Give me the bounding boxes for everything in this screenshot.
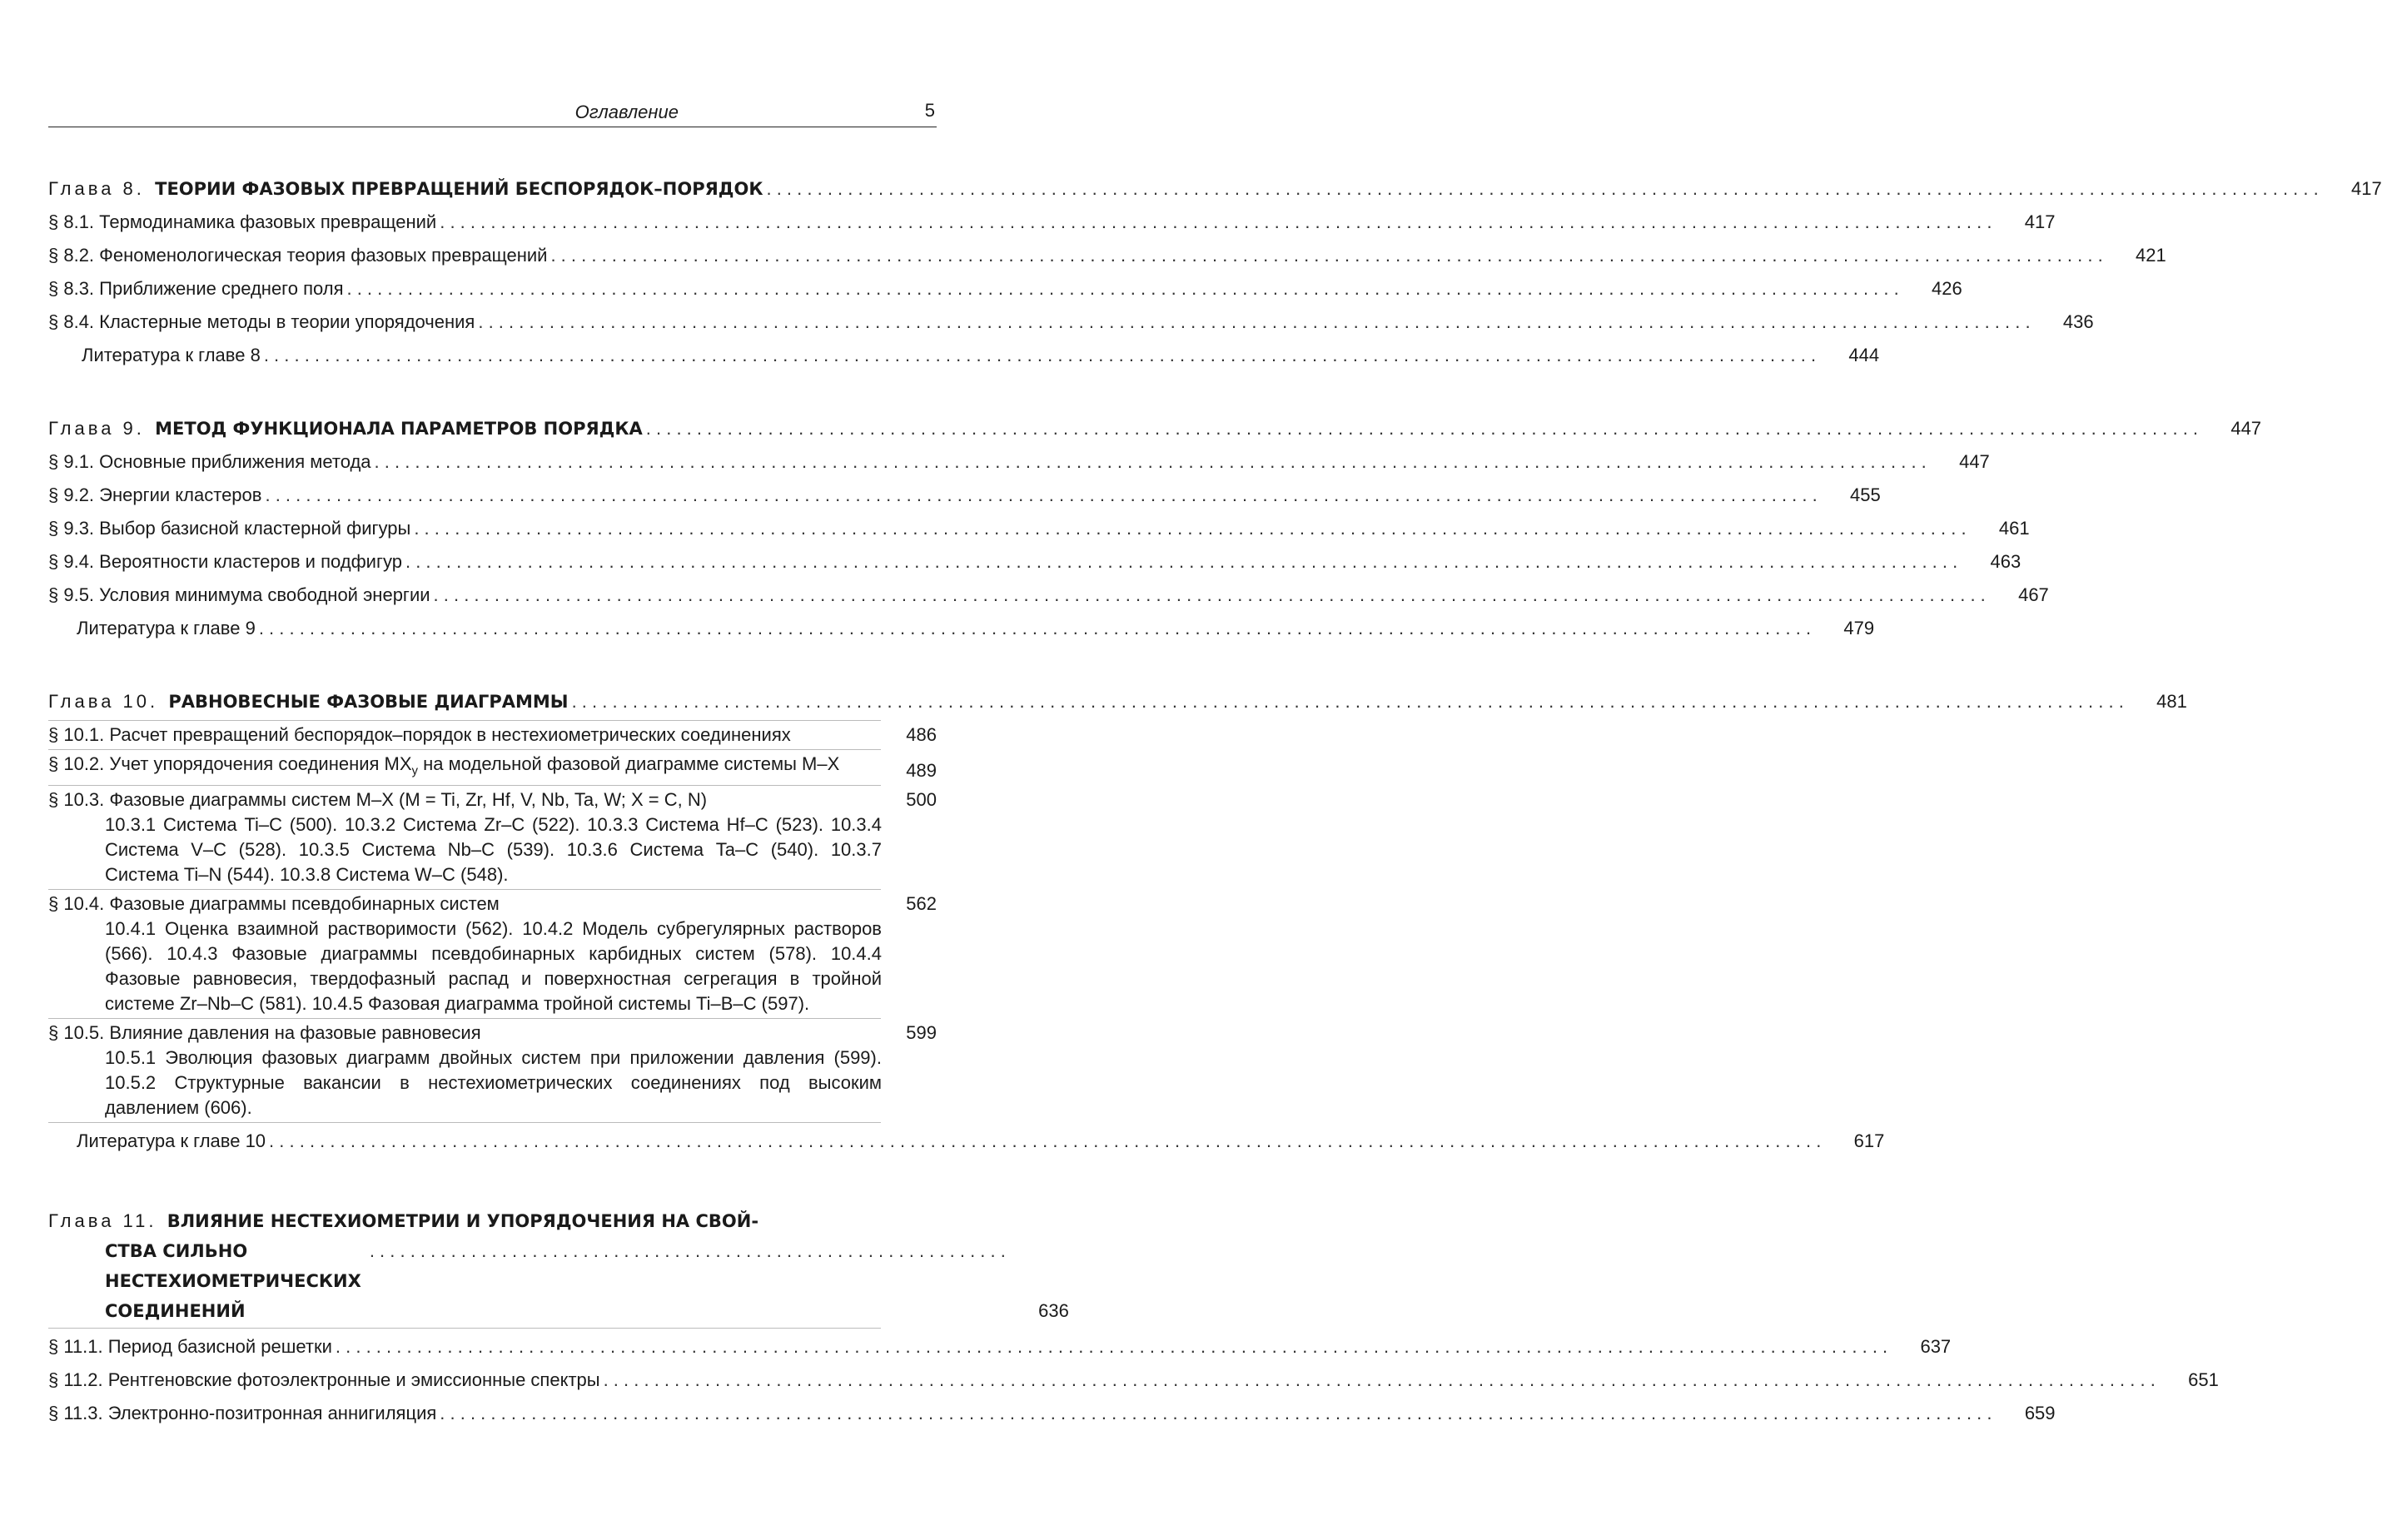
section-title: § 8.1. Термодинамика фазовых превращений [48, 211, 437, 232]
leader-dots [332, 1330, 1887, 1364]
page-ref: 444 [1848, 345, 1880, 365]
leader-dots [569, 685, 2124, 718]
section-number: § 10.3. [48, 789, 105, 811]
section-title: § 11.3. Электронно-позитронная аннигиляция [48, 1403, 437, 1424]
page-ref: 651 [2188, 1369, 2219, 1391]
spacer [48, 645, 937, 685]
section-entry[interactable] [48, 512, 2030, 545]
literature-entry[interactable] [48, 612, 1875, 645]
page-ref: 617 [1853, 1130, 1885, 1152]
literature-title: Литература к главе 9 [77, 618, 256, 638]
section-title: § 9.2. Энергии кластеров [48, 484, 262, 505]
page-ref: 599 [906, 1022, 937, 1044]
divider [48, 1328, 881, 1329]
running-head [48, 98, 937, 127]
subsection-list: 10.3.1 Система Ti–C (500). 10.3.2 Система Zr–C (522). 10.3.3 Система Hf–C (523). 10.3.4 Система V–C (528). 10.3.5 Система Nb–C (539). 10.3.6 Система Ta–C (540). 10.3.7 Система Ti–N (544). 10.3.8 Система W–C (548). [105, 814, 882, 886]
chapter-title: МЕТОД ФУНКЦИОНАЛА ПАРАМЕТРОВ ПОРЯДКА [155, 419, 643, 439]
section-entry[interactable] [48, 206, 2056, 239]
page-ref: 467 [2018, 584, 2049, 605]
section-entry[interactable] [48, 272, 1962, 306]
page-ref: 481 [2156, 691, 2187, 712]
toc-page [48, 0, 2382, 1540]
chapter-10-entry[interactable] [48, 685, 2187, 718]
section-title: Фазовые диаграммы систем M–X (M = Ti, Zr, Hf, V, Nb, Ta, W; X = C, N) [109, 789, 708, 811]
chapter-title: РАВНОВЕСНЫЕ ФАЗОВЫЕ ДИАГРАММЫ [168, 692, 569, 712]
subsection-list: 10.5.1 Эволюция фазовых диаграмм двойных систем при приложении давления (599). 10.5.2 Структурные вакансии в нестехиометрических соединениях под высоким давлением (606). [105, 1047, 882, 1119]
leader-dots [266, 1125, 1821, 1158]
page-ref: 562 [906, 893, 937, 915]
section-entry[interactable] [48, 545, 2021, 579]
page-ref: 463 [1990, 551, 2021, 572]
section-title: § 8.3. Приближение среднего поля [48, 278, 344, 299]
subscript: y [411, 763, 419, 778]
section-number: § 10.2. [48, 753, 105, 774]
leader-dots [643, 412, 2198, 445]
literature-title: Литература к главе 10 [77, 1130, 266, 1152]
divider [48, 889, 881, 890]
section-title: § 8.2. Феноменологическая теория фазовых превращений [48, 245, 548, 266]
section-entry[interactable] [48, 1397, 2056, 1430]
section-title: § 9.1. Основные приближения метода [48, 451, 371, 472]
section-title: Расчет превращений беспорядок–порядок в нестехиометрических соединениях [109, 724, 791, 745]
section-title: § 9.3. Выбор базисной кластерной фигуры [48, 518, 411, 539]
page-ref: 436 [2062, 311, 2094, 332]
chapter-label: Глава 9. [48, 418, 145, 439]
section-entry[interactable] [48, 579, 2049, 612]
table-of-contents [48, 172, 2382, 1430]
leader-dots [763, 172, 2318, 206]
section-title: Влияние давления на фазовые равновесия [109, 1022, 481, 1044]
page-ref: 461 [1998, 518, 2030, 539]
page-ref: 426 [1932, 278, 1962, 299]
leader-dots [361, 1236, 1006, 1326]
chapter-title: ТЕОРИИ ФАЗОВЫХ ПРЕВРАЩЕНИЙ БЕСПОРЯДОК–ПОРЯДОК [155, 179, 763, 199]
page-ref: 421 [2136, 245, 2166, 266]
chapter-title-cont: СТВА СИЛЬНО НЕСТЕХИОМЕТРИЧЕСКИХ СОЕДИНЕНИЙ [105, 1241, 361, 1322]
section-entry[interactable] [48, 306, 2094, 339]
literature-entry[interactable] [48, 339, 1880, 372]
divider [48, 1018, 881, 1019]
section-number: § 10.5. [48, 1022, 105, 1044]
section-number: § 10.1. [48, 724, 105, 745]
page-ref: 659 [2024, 1403, 2056, 1424]
leader-dots [261, 339, 1816, 372]
section-title [109, 752, 893, 783]
literature-entry[interactable] [48, 1125, 1885, 1158]
section-entry[interactable] [48, 239, 2166, 272]
section-title-part: Учет упорядочения соединения MX [109, 753, 412, 774]
section-10-5[interactable] [48, 1021, 937, 1120]
literature-title: Литература к главе 8 [82, 345, 261, 365]
leader-dots [371, 445, 1927, 479]
page-ref: 489 [906, 760, 937, 782]
divider [48, 749, 881, 750]
page-ref: 486 [906, 724, 937, 745]
page-ref: 417 [2351, 178, 2382, 199]
section-entry[interactable] [48, 1330, 1952, 1364]
leader-dots [402, 545, 1957, 579]
chapter-title: ВЛИЯНИЕ НЕСТЕХИОМЕТРИИ И УПОРЯДОЧЕНИЯ НА СВОЙ- [167, 1211, 759, 1232]
page-ref: 637 [1920, 1336, 1952, 1358]
section-title: Фазовые диаграммы псевдобинарных систем [109, 893, 500, 915]
section-title: § 11.1. Период базисной решетки [48, 1336, 332, 1358]
subsection-list: 10.4.1 Оценка взаимной растворимости (562). 10.4.2 Модель субрегулярных растворов (566). 10.4.3 Фазовые диаграммы псевдобинарных карбидных систем (578). 10.4.4 Фазовые равновесия, твердофазный распад и поверхностная сегрегация в тройной системе Zr–Nb–C (581). 10.4.5 Фазовая диаграмма тройной системы Ti–B–C (597). [105, 918, 882, 1015]
divider [48, 1122, 881, 1123]
chapter-label: Глава 10. [48, 691, 159, 712]
section-entry[interactable] [48, 445, 1990, 479]
chapter-9-entry[interactable] [48, 412, 2262, 445]
running-title: Оглавление [574, 102, 679, 122]
section-entry[interactable] [48, 1364, 2219, 1397]
divider [48, 785, 881, 786]
page-ref: 447 [1959, 451, 1990, 472]
page-ref: 417 [2024, 211, 2056, 232]
page-ref: 447 [2230, 418, 2262, 439]
leader-dots [410, 512, 1966, 545]
leader-dots [261, 479, 1817, 512]
chapter-label: Глава 8. [48, 178, 145, 199]
leader-dots [436, 206, 1992, 239]
chapter-11-entry[interactable] [48, 1206, 1069, 1326]
section-10-1[interactable] [48, 723, 937, 748]
section-title: § 11.2. Рентгеновские фотоэлектронные и эмиссионные спектры [48, 1369, 600, 1391]
leader-dots [430, 579, 1986, 612]
page-ref: 636 [1038, 1300, 1069, 1322]
section-title: § 8.4. Кластерные методы в теории упорядочения [48, 311, 475, 332]
leader-dots [436, 1397, 1992, 1430]
section-number: § 10.4. [48, 893, 105, 915]
section-title-part: на модельной фазовой диаграмме системы M–X [418, 753, 840, 774]
chapter-8-entry[interactable] [48, 172, 2382, 206]
section-title: § 9.4. Вероятности кластеров и подфигур [48, 551, 402, 572]
section-10-2[interactable] [48, 752, 937, 783]
chapter-label: Глава 11. [48, 1210, 157, 1232]
page-ref: 500 [906, 789, 937, 811]
divider [48, 720, 881, 721]
section-10-3[interactable] [48, 787, 937, 887]
page-ref: 479 [1843, 618, 1875, 638]
spacer [48, 372, 937, 412]
page-number: 5 [924, 100, 935, 121]
page-ref: 455 [1850, 484, 1881, 505]
section-entry[interactable] [48, 479, 1881, 512]
spacer [48, 1158, 937, 1206]
leader-dots [475, 306, 2030, 339]
section-title: § 9.5. Условия минимума свободной энергии [48, 584, 430, 605]
section-10-4[interactable] [48, 892, 937, 1016]
leader-dots [256, 612, 1811, 645]
leader-dots [600, 1364, 2156, 1397]
leader-dots [343, 272, 1898, 306]
leader-dots [547, 239, 2102, 272]
